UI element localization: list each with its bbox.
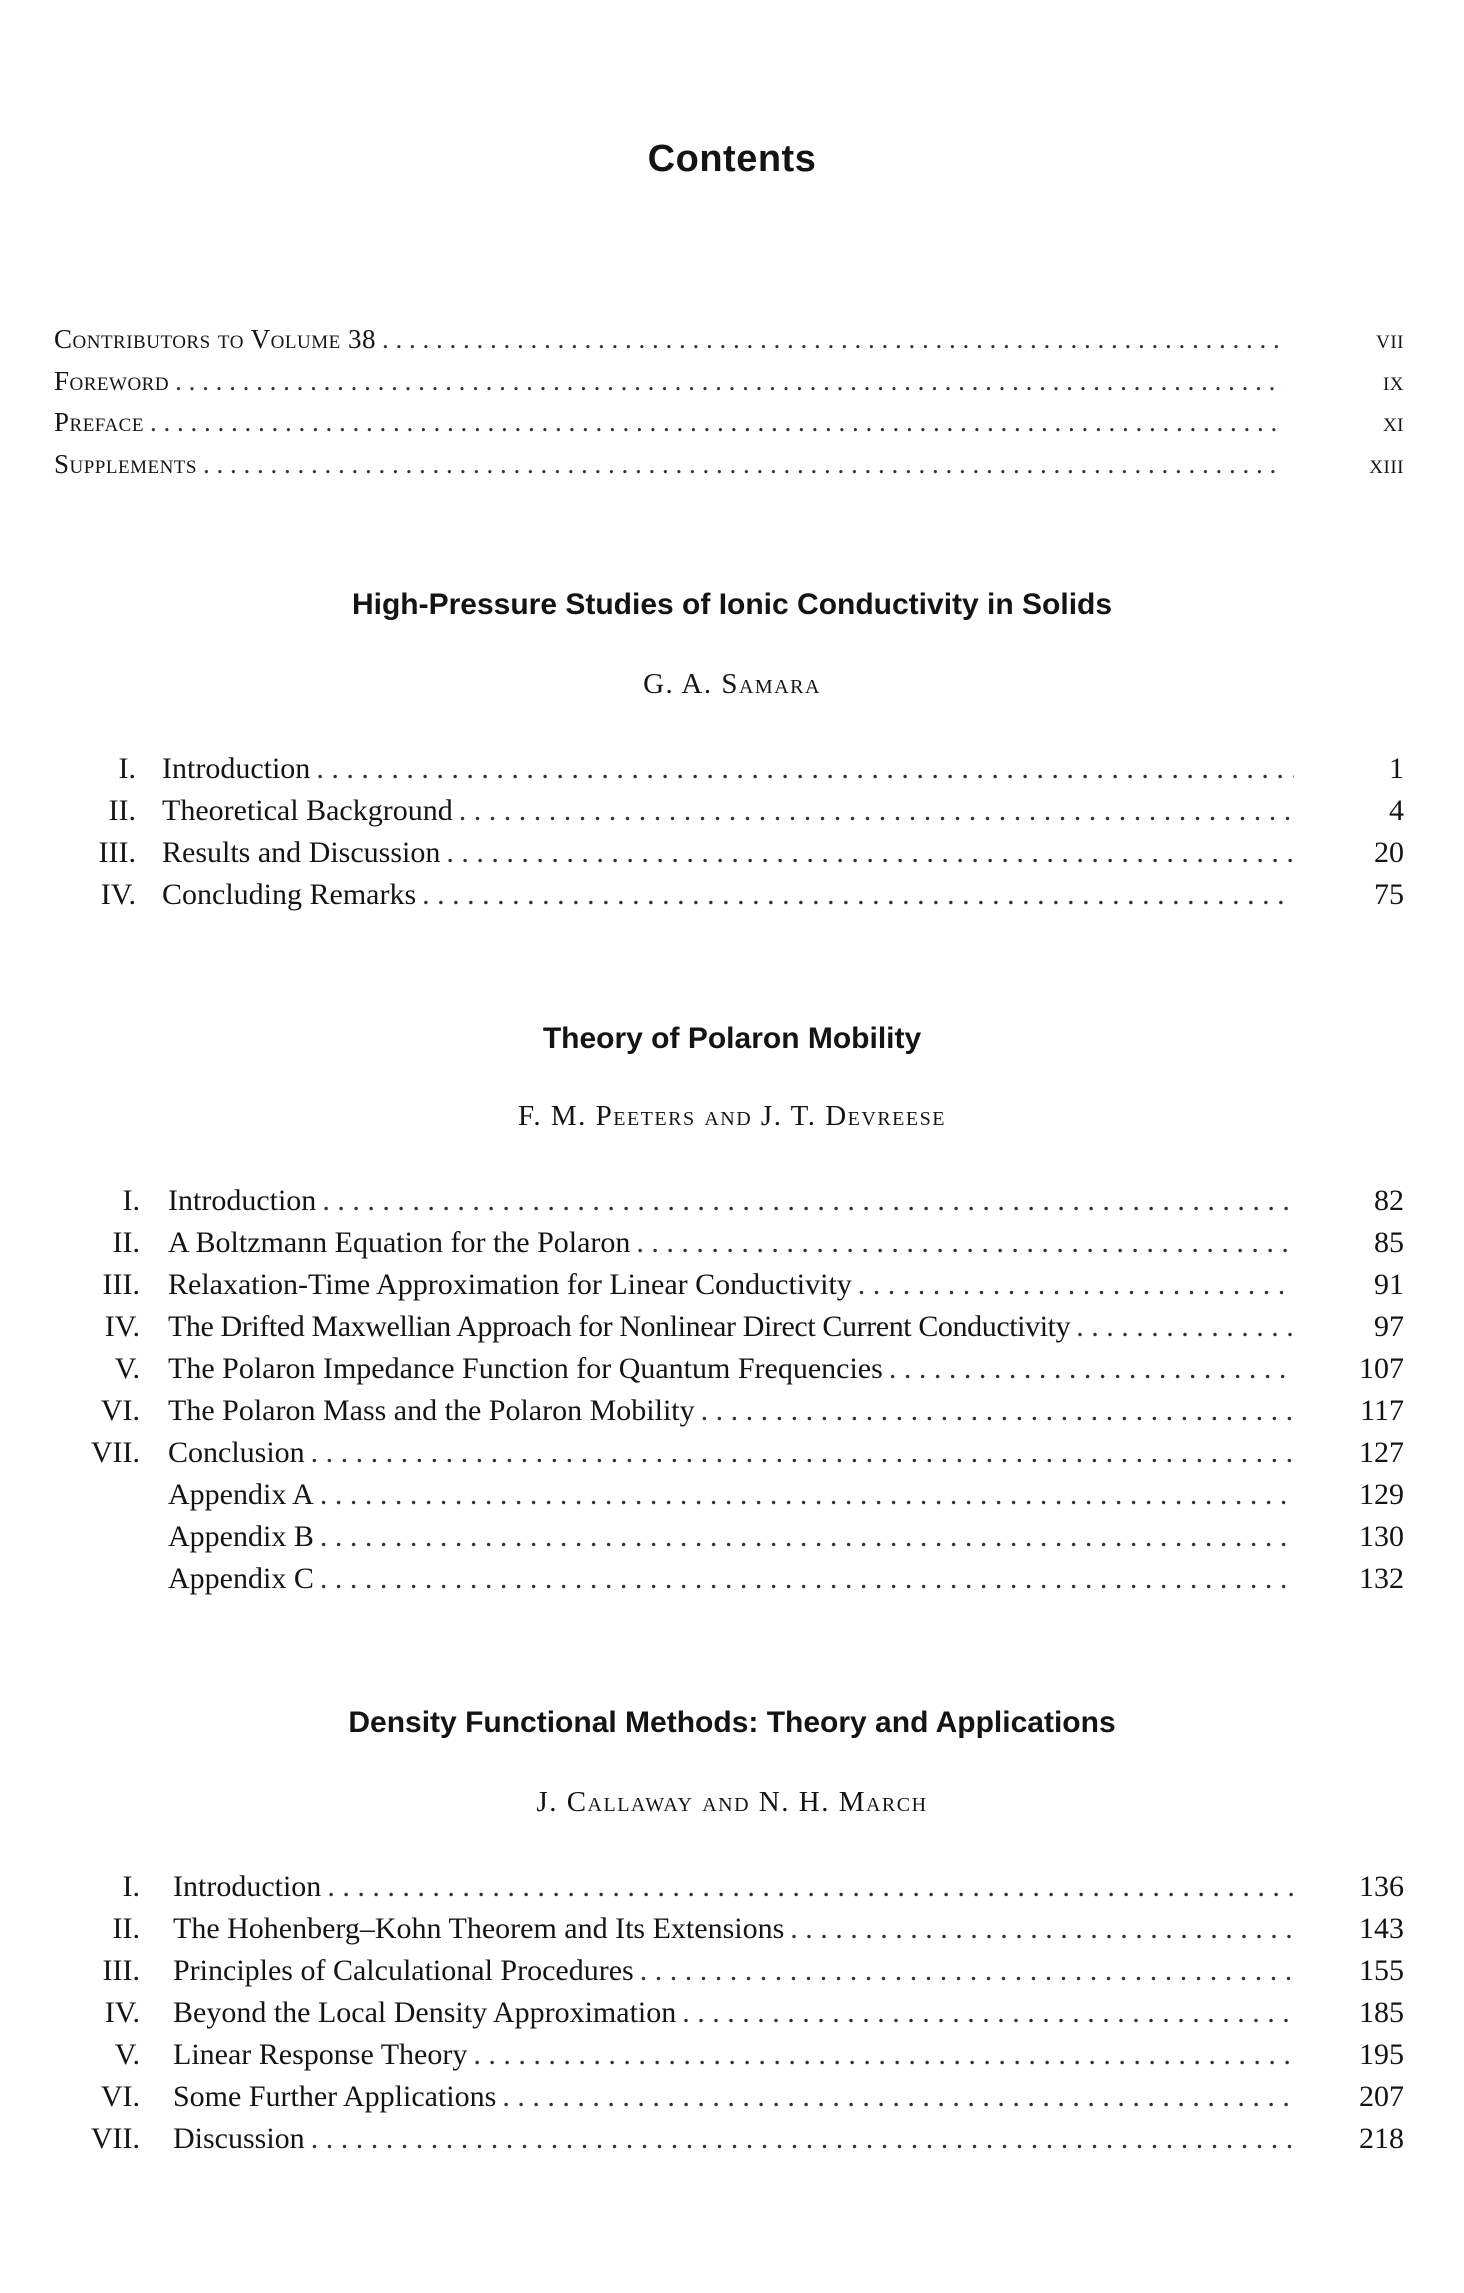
toc-entry-number: III.	[98, 836, 136, 869]
toc-entry[interactable]	[0, 1348, 1464, 1390]
toc-entry-label: Foreword	[54, 365, 170, 396]
toc-entry-page: xiii	[1369, 448, 1404, 479]
toc-entry[interactable]	[0, 790, 1464, 832]
section-toc	[0, 1866, 1464, 2160]
toc-entry[interactable]	[0, 1558, 1464, 1600]
toc-entry-label: Principles of Calculational Procedures	[173, 1954, 634, 1987]
toc-entry-label: Concluding Remarks	[162, 878, 417, 911]
toc-entry-label: Beyond the Local Density Approximation	[173, 1996, 677, 2029]
toc-entry[interactable]	[0, 1390, 1464, 1432]
toc-entry[interactable]	[0, 1992, 1464, 2034]
toc-entry-page: 4	[1389, 794, 1404, 827]
toc-entry-page: 127	[1359, 1436, 1404, 1469]
toc-entry[interactable]	[0, 832, 1464, 874]
toc-entry[interactable]	[0, 443, 1464, 485]
toc-entry-number: VII.	[90, 1436, 140, 1469]
toc-entry-number: IV.	[100, 878, 136, 911]
toc-entry-number: I.	[118, 752, 136, 785]
toc-entry[interactable]	[0, 2118, 1464, 2160]
toc-entry-label: Theoretical Background	[162, 794, 453, 827]
toc-entry-page: 218	[1359, 2122, 1404, 2155]
toc-entry-number: V.	[114, 2038, 140, 2071]
toc-entry[interactable]	[0, 748, 1464, 790]
toc-entry-label: Appendix A	[168, 1478, 314, 1511]
toc-entry-label: Conclusion	[168, 1436, 305, 1469]
toc-entry-label: Appendix B	[168, 1520, 314, 1553]
toc-entry-number: II.	[108, 794, 136, 827]
section-author: G. A. Samara	[643, 668, 821, 700]
toc-entry-label: Introduction	[168, 1184, 317, 1217]
toc-entry-page: 117	[1360, 1394, 1404, 1427]
toc-entry-page: 143	[1359, 1912, 1404, 1945]
toc-entry-number: V.	[114, 1352, 140, 1385]
section-title: High-Pressure Studies of Ionic Conductivity in Solids	[351, 588, 1113, 621]
toc-entry-page: 1	[1389, 752, 1404, 785]
toc-entry-page: 132	[1359, 1562, 1404, 1595]
toc-entry-page: 107	[1359, 1352, 1404, 1385]
section-author: J. Callaway and N. H. March	[536, 1786, 928, 1818]
toc-entry-number: IV.	[104, 1996, 140, 2029]
toc-entry-label: The Drifted Maxwellian Approach for Nonlinear Direct Current Conductivity	[168, 1310, 1071, 1343]
toc-entry-page: 97	[1374, 1310, 1404, 1343]
toc-entry[interactable]	[0, 1516, 1464, 1558]
toc-entry-number: II.	[112, 1912, 140, 1945]
toc-entry[interactable]	[0, 2034, 1464, 2076]
toc-entry-label: Linear Response Theory	[173, 2038, 468, 2071]
toc-entry[interactable]	[0, 1264, 1464, 1306]
toc-entry[interactable]	[0, 318, 1464, 360]
toc-entry-label: The Hohenberg–Kohn Theorem and Its Extensions	[173, 1912, 785, 1945]
toc-entry-page: 82	[1374, 1184, 1404, 1217]
toc-entry-number: I.	[122, 1870, 140, 1903]
toc-entry-page: 129	[1359, 1478, 1404, 1511]
toc-entry[interactable]	[0, 401, 1464, 443]
toc-entry[interactable]	[0, 2076, 1464, 2118]
toc-entry-page: 20	[1374, 836, 1404, 869]
toc-entry-number: III.	[102, 1954, 140, 1987]
toc-entry-number: VII.	[90, 2122, 140, 2155]
toc-entry-page: 185	[1359, 1996, 1404, 2029]
toc-entry-label: Supplements	[54, 448, 197, 479]
toc-entry-page: 91	[1374, 1268, 1404, 1301]
toc-entry[interactable]	[0, 1474, 1464, 1516]
front-matter-list	[0, 318, 1464, 484]
toc-entry[interactable]	[0, 360, 1464, 402]
toc-entry[interactable]	[0, 1950, 1464, 1992]
section-title: Density Functional Methods: Theory and Applications	[348, 1706, 1116, 1739]
toc-entry-label: Introduction	[162, 752, 311, 785]
toc-entry-label: The Polaron Mass and the Polaron Mobility	[168, 1394, 695, 1427]
section-toc	[0, 1180, 1464, 1600]
toc-entry-page: 195	[1359, 2038, 1404, 2071]
toc-entry-page: 207	[1359, 2080, 1404, 2113]
toc-entry-page: 155	[1359, 1954, 1404, 1987]
toc-entry[interactable]	[0, 1908, 1464, 1950]
toc-entry-number: II.	[112, 1226, 140, 1259]
toc-entry-number: VI.	[100, 1394, 140, 1427]
toc-entry-page: 136	[1359, 1870, 1404, 1903]
toc-entry-label: Appendix C	[168, 1562, 314, 1595]
toc-entry-page: ix	[1382, 365, 1404, 396]
page-title: Contents	[647, 138, 817, 180]
toc-entry-label: Some Further Applications	[173, 2080, 497, 2113]
section-toc	[0, 748, 1464, 916]
toc-entry-page: 130	[1359, 1520, 1404, 1553]
toc-entry-label: Results and Discussion	[162, 836, 441, 869]
toc-entry-number: I.	[122, 1184, 140, 1217]
toc-entry-number: VI.	[100, 2080, 140, 2113]
toc-entry-label: The Polaron Impedance Function for Quantum Frequencies	[168, 1352, 883, 1385]
toc-entry-number: IV.	[104, 1310, 140, 1343]
toc-entry[interactable]	[0, 1180, 1464, 1222]
toc-entry[interactable]	[0, 874, 1464, 916]
toc-entry-page: 75	[1374, 878, 1404, 911]
section-author: F. M. Peeters and J. T. Devreese	[518, 1100, 946, 1132]
toc-entry[interactable]	[0, 1432, 1464, 1474]
toc-entry-label: A Boltzmann Equation for the Polaron	[168, 1226, 631, 1259]
toc-entry-number: III.	[102, 1268, 140, 1301]
toc-entry-label: Preface	[54, 407, 144, 437]
toc-entry-label: Relaxation-Time Approximation for Linear Conductivity	[168, 1268, 852, 1301]
toc-entry[interactable]	[0, 1306, 1464, 1348]
toc-entry-label: Contributors to Volume 38	[54, 324, 376, 354]
toc-entry-page: xi	[1382, 407, 1404, 437]
toc-entry[interactable]	[0, 1222, 1464, 1264]
toc-entry-page: vii	[1376, 324, 1404, 354]
toc-entry-label: Discussion	[173, 2122, 305, 2155]
toc-entry[interactable]	[0, 1866, 1464, 1908]
toc-entry-label: Introduction	[173, 1870, 322, 1903]
toc-entry-page: 85	[1374, 1226, 1404, 1259]
section-title: Theory of Polaron Mobility	[542, 1022, 922, 1055]
